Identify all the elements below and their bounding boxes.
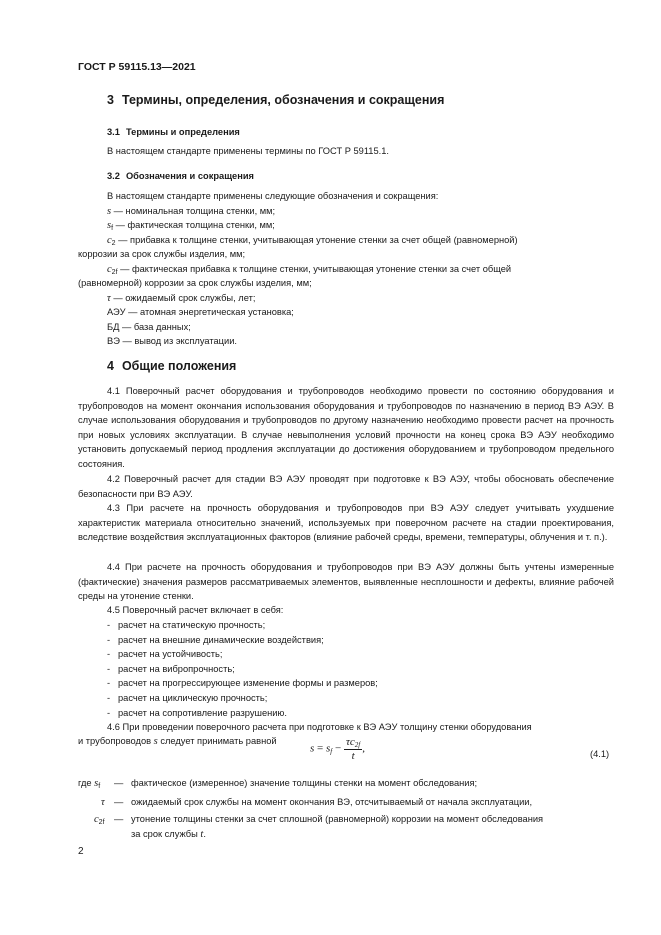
notation-tau-def: — ожидаемый срок службы, лет; xyxy=(110,293,256,303)
clause-4-4 xyxy=(78,560,614,604)
subsection-3-2-number: 3.2 xyxy=(107,171,120,181)
clause-4-2 xyxy=(78,472,614,501)
list-item: - расчет на циклическую прочность; xyxy=(107,692,268,703)
subsection-3-1-heading xyxy=(107,127,240,137)
subsection-3-1-title: Термины и определения xyxy=(125,127,240,137)
section-4-heading xyxy=(107,359,236,373)
symbol-s: s xyxy=(107,206,112,217)
page-number: 2 xyxy=(78,846,84,857)
notation-sf-def: — фактическая толщина стенки, мм; xyxy=(113,220,275,230)
formula-fraction: $\frac{\tau c_{2f}}{t}$ xyxy=(345,736,361,762)
clause-4-6-line-1: 4.6 При проведении поверочного расчета при подготовке к ВЭ АЭУ толщину стенки оборудования xyxy=(107,722,532,732)
subsection-3-1-number: 3.1 xyxy=(107,127,120,137)
clause-4-4-text: 4.4 При расчете на прочность оборудования и трубопроводов при ВЭ АЭУ должны быть учтены измеренные (фактические) значения размеров рассматриваемых элементов, выявленные несплошности и дефекты, влияние рабочей среды на утонение стенки. xyxy=(78,562,614,602)
symbol-tau: τ xyxy=(107,293,111,304)
symbol-s-inline: s xyxy=(153,736,158,747)
abbr-ve: ВЭ — вывод из эксплуатации. xyxy=(107,336,237,346)
standard-header: ГОСТ Р 59115.13—2021 xyxy=(78,61,196,73)
list-item: - расчет на вибропрочность; xyxy=(107,663,235,674)
list-item: - расчет на внешние динамические воздействия; xyxy=(107,634,324,645)
clause-4-5-list xyxy=(107,618,378,720)
formula-4-1: $s = s_f$ − $\frac{\tau c_{2f}}{t}$ , xyxy=(310,736,365,762)
section-3-number: 3 xyxy=(107,93,114,107)
notation-c2f-cont: (равномерной) коррозии за срок службы изделия, мм; xyxy=(78,278,312,288)
section-3-heading xyxy=(107,93,444,107)
clause-4-3-text: 4.3 При расчете на прочность оборудования и трубопроводов при ВЭ АЭУ следует учитывать ухудшение характеристик материала относительно значений, используемых при поверочном расчете на стадии проектирования, вследствие воздействия эксплуатационных факторов (влияние рабочей среды, времени, температуры, облучения и т. п.). xyxy=(78,503,614,543)
list-item: - расчет на сопротивление разрушению. xyxy=(107,707,287,718)
subsection-3-2-title: Обозначения и сокращения xyxy=(125,171,254,181)
notation-s-def: — номинальная толщина стенки, мм; xyxy=(111,206,276,216)
notation-intro: В настоящем стандарте применены следующие обозначения и сокращения: xyxy=(107,191,439,201)
symbol-c2f-sub: 2f xyxy=(111,269,118,276)
formula-number: (4.1) xyxy=(590,749,610,759)
symbol-c2: c xyxy=(107,235,112,246)
clause-4-1-text: 4.1 Поверочный расчет оборудования и трубопроводов необходимо провести по состоянию оборудования и трубопроводов на момент окончания использования оборудования и трубопроводов по назначению в период ВЭ АЭУ. В случае использования оборудования и трубопроводов по другому назначению необходимо провести расчет на прочность при новых условиях эксплуатации. В случае невыполнения условий прочности на конец срока ВЭ АЭУ необходимо установить допускаемый период продления эксплуатации до достижения оборудованием и трубопроводом предельного состояния. xyxy=(78,386,614,469)
clause-4-5-intro: 4.5 Поверочный расчет включает в себя: xyxy=(107,605,284,615)
subsection-3-2-heading xyxy=(107,171,254,181)
clause-4-1 xyxy=(78,384,614,472)
symbol-c2-sub: 2 xyxy=(111,240,116,247)
clause-4-2-text: 4.2 Поверочный расчет для стадии ВЭ АЭУ проводят при подготовке к ВЭ АЭУ, чтобы обосновать обеспечение безопасности при ВЭ АЭУ. xyxy=(78,474,614,499)
subsection-3-1-text: В настоящем стандарте применены термины по ГОСТ Р 59115.1. xyxy=(107,146,389,156)
notation-c2f-def-1: — фактическая прибавка к толщине стенки, учитывающая утонение стенки за счет общей xyxy=(117,264,512,274)
list-item: - расчет на устойчивость; xyxy=(107,649,223,660)
symbol-sf-sub: f xyxy=(111,225,114,232)
section-4-title: Общие положения xyxy=(121,359,237,373)
symbol-c2f: c xyxy=(107,264,112,275)
clause-4-3 xyxy=(78,501,614,545)
abbr-bd: БД — база данных; xyxy=(107,322,191,332)
list-item: - расчет на прогрессирующее изменение формы и размеров; xyxy=(107,678,378,689)
list-item: - расчет на статическую прочность; xyxy=(107,620,266,630)
notation-c2-cont: коррозии за срок службы изделия, мм; xyxy=(78,249,246,259)
symbol-sf: s xyxy=(107,220,112,231)
notation-c2-def-1: — прибавка к толщине стенки, учитывающая утонение стенки за счет общей (равномерной) xyxy=(115,235,518,245)
clause-4-6-line-2: и трубопроводов s следует принимать равной xyxy=(78,736,277,747)
section-3-title: Термины, определения, обозначения и сокращения xyxy=(121,93,445,107)
abbr-aeu: АЭУ — атомная энергетическая установка; xyxy=(107,307,294,317)
section-4-number: 4 xyxy=(107,359,114,373)
